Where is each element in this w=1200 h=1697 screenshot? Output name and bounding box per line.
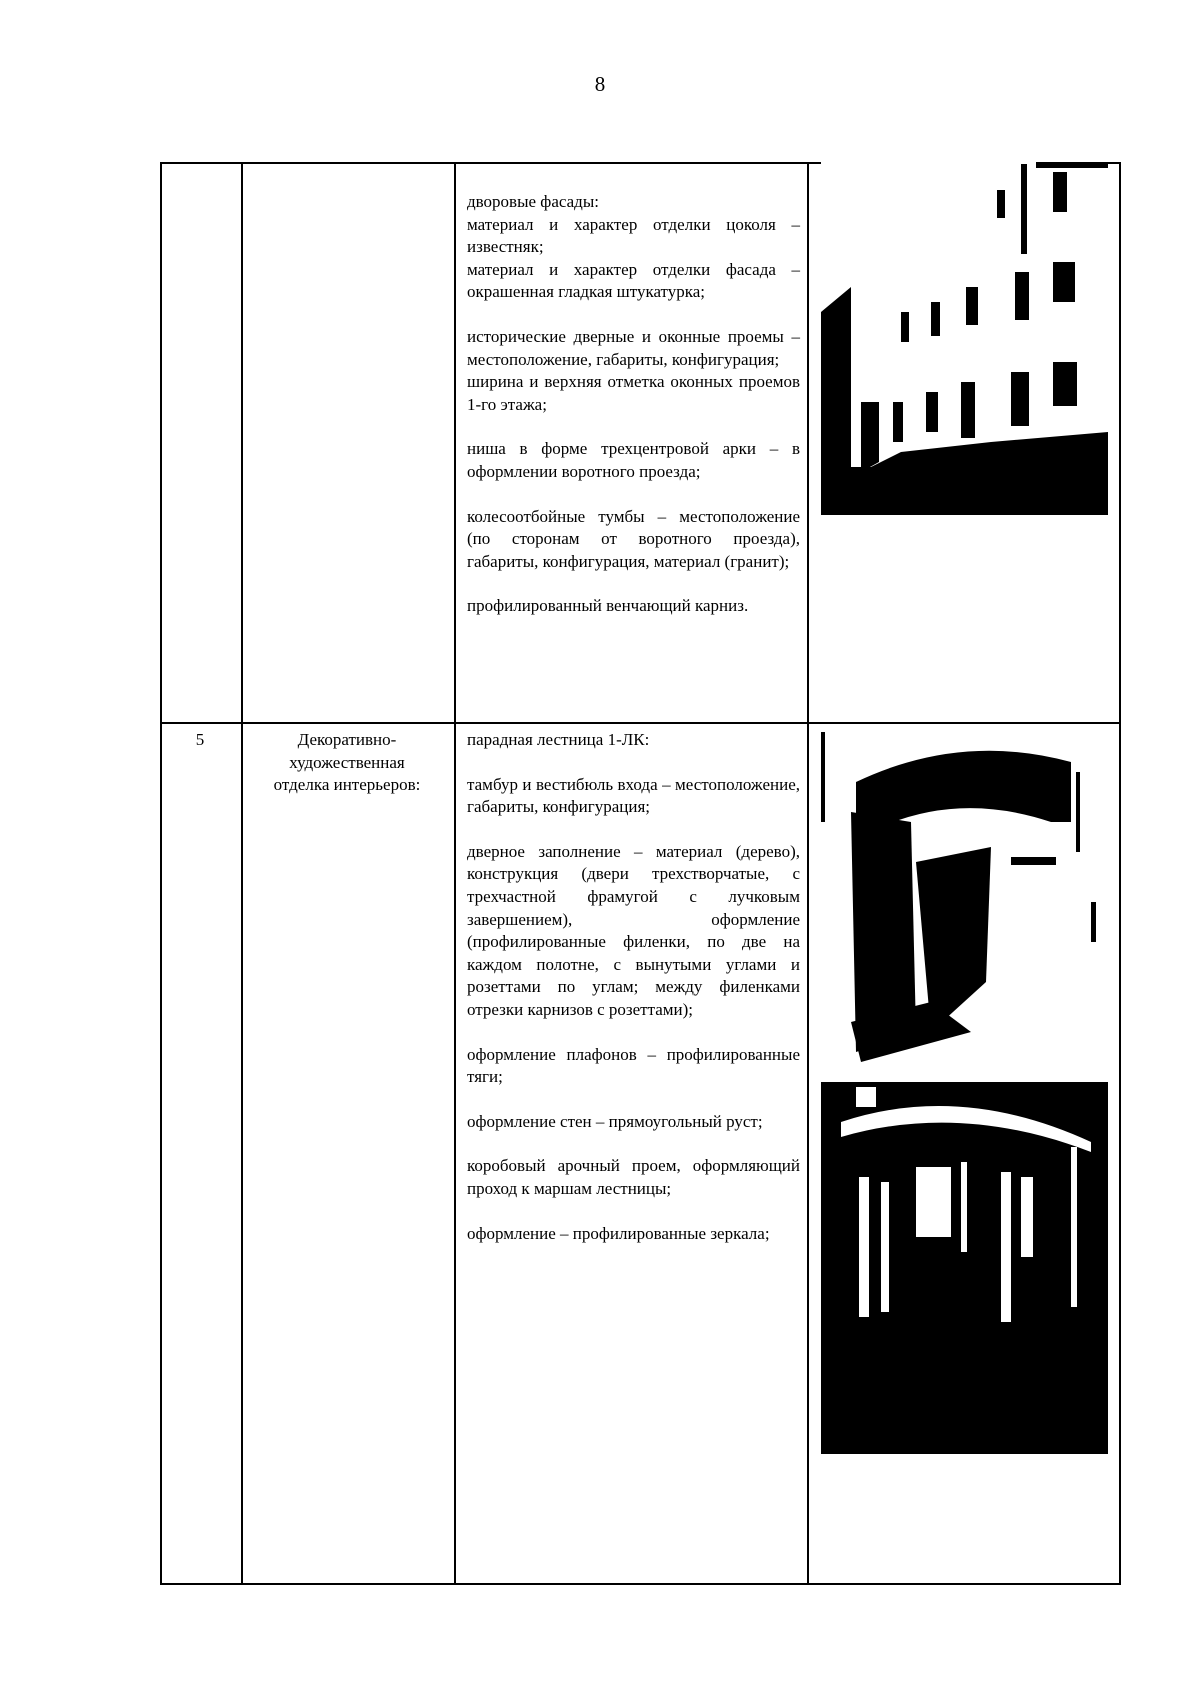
courtyard-facade-photo [821, 162, 1108, 515]
row2-name [241, 729, 453, 797]
row1-para-1b: материал и характер отделки цоколя – известняк; [467, 214, 800, 257]
monument-subject-table [160, 162, 1121, 1585]
staircase-arch-photo [821, 1082, 1108, 1454]
table-divider-1 [241, 162, 243, 1585]
row2-para-2: тамбур и вестибюль входа – местоположение, габариты, конфигурация; [467, 774, 800, 817]
row2-name-line-1: Декоративно- [297, 730, 397, 749]
row1-para-2a: исторические дверные и оконные проемы – местоположение, габариты, конфигурация; [467, 326, 800, 369]
page-number: 8 [594, 72, 606, 96]
table-divider-3 [807, 162, 809, 1585]
table-border-right [1119, 162, 1121, 1585]
row2-number: 5 [195, 730, 205, 749]
vestibule-door-photo [821, 732, 1108, 1070]
table-border-left [160, 162, 162, 1585]
row2-description [467, 729, 800, 1245]
row2-para-1: парадная лестница 1-ЛК: [467, 730, 650, 749]
row2-para-7: оформление – профилированные зеркала; [467, 1223, 770, 1243]
row2-para-5: оформление стен – прямоугольный руст; [467, 1111, 763, 1131]
row1-para-1a: дворовые фасады: [467, 192, 599, 211]
row-divider [160, 722, 1121, 724]
row1-para-4: колесоотбойные тумбы – местоположение (по сторонам от воротного проезда), габариты, конфигурация, материал (гранит); [467, 506, 800, 571]
row2-name-line-3: отделка интерьеров: [273, 775, 421, 795]
row2-para-4: оформление плафонов – профилированные тяги; [467, 1044, 800, 1087]
table-border-bottom [160, 1583, 1121, 1585]
row2-name-line-2: художественная [289, 752, 405, 772]
row2-para-6: коробовый арочный проем, оформляющий проход к маршам лестницы; [467, 1156, 800, 1198]
row1-para-3: ниша в форме трехцентровой арки – в оформлении воротного проезда; [467, 439, 800, 481]
row1-para-2b: ширина и верхняя отметка оконных проемов 1-го этажа; [467, 372, 800, 414]
table-divider-2 [454, 162, 456, 1585]
row1-para-1c: материал и характер отделки фасада – окрашенная гладкая штукатурка; [467, 259, 800, 302]
row1-para-5: профилированный венчающий карниз. [467, 596, 749, 616]
row2-para-3: дверное заполнение – материал (дерево), конструкция (двери трехстворчатые, с трехчастной фрамугой с лучковым завершением), оформление (профилированные филенки, по две на каждом полотне, с вынутыми углами и розеттами по углам; между филенками отрезки карнизов с розеттами); [467, 841, 800, 1019]
row1-description [467, 191, 800, 618]
